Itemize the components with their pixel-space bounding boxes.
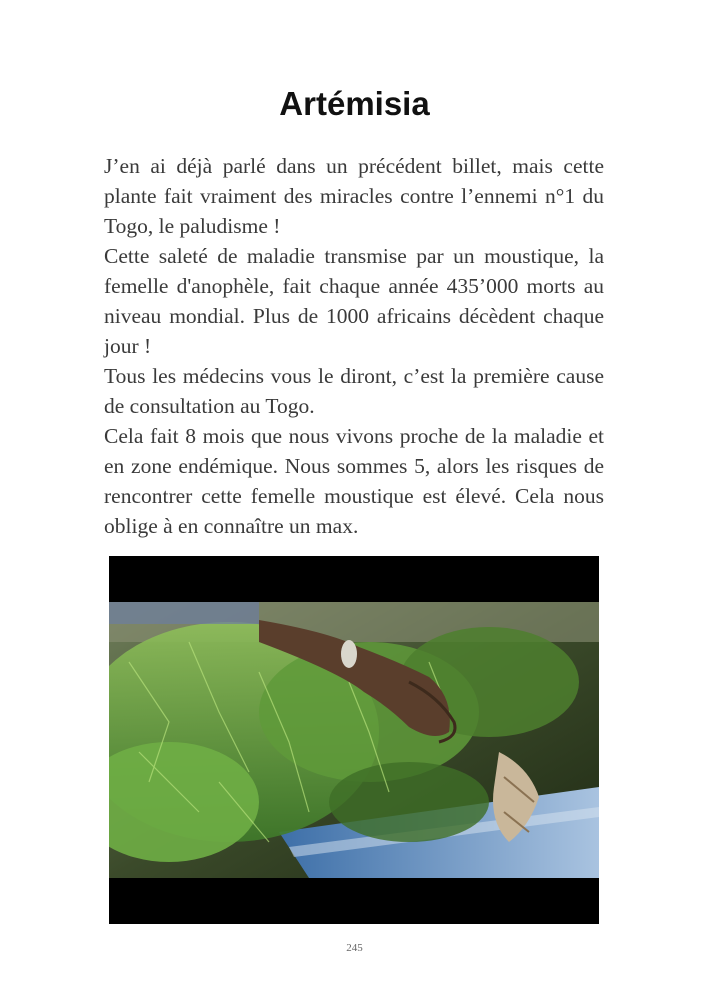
paragraph-4: Cela fait 8 mois que nous vivons proche de la maladie et en zone endémique. Nous sommes 5, alors les risques de rencontrer cette femelle moustique est élevé. Cela nous oblige à en connaître un max. <box>104 424 604 538</box>
paragraph-1: J’en ai déjà parlé dans un précédent billet, mais cette plante fait vraiment des miracles contre l’ennemi n°1 du Togo, le paludisme ! <box>104 154 604 238</box>
page-title: Artémisia <box>279 85 430 122</box>
paragraph-2: Cette saleté de maladie transmise par un moustique, la femelle d'anophèle, fait chaque année 435’000 morts au niveau mondial. Plus de 1000 africains décèdent chaque jour ! <box>104 244 604 358</box>
artemisia-harvest-photo <box>109 602 599 878</box>
video-still-frame <box>109 556 599 924</box>
body-text <box>104 151 604 541</box>
page-number: 245 <box>346 942 363 954</box>
paragraph-3: Tous les médecins vous le diront, c’est la première cause de consultation au Togo. <box>104 364 604 418</box>
